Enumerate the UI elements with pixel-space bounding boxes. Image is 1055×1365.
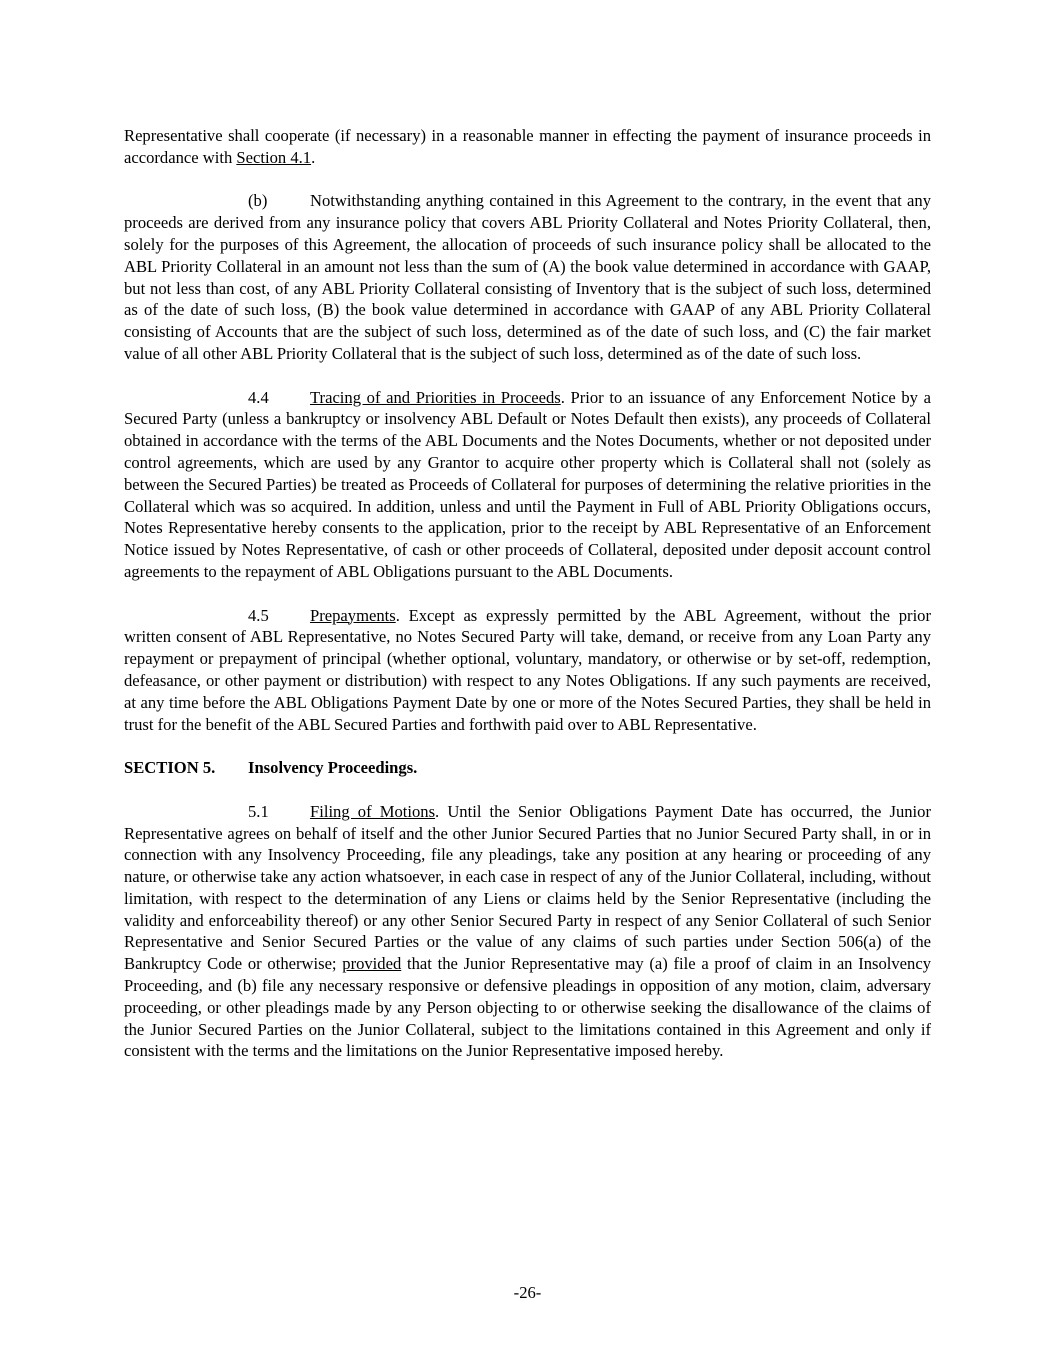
provided-term: provided <box>342 954 402 974</box>
paragraph-text: . Until the Senior Obligations Payment Date has occurred, the Junior Representative agrees on behalf of itself and the other Junior Secured Parties that no Junior Secured Party shall, in or in connection with any Insolvency Proceeding, file any pleadings, take any position at any hearing or proceeding of any nature, or otherwise take any action whatsoever, in each case in respect of any of the Junior Collateral, including, without limitation, with respect to the determination of any Liens or claims held by the Senior Representative (including the validity and enforceability thereof) or any other Senior Secured Party in respect of any Senior Collateral of such Senior Representative and Senior Secured Parties or the value of any claims of such parties under Section 506(a) of the Bankruptcy Code or otherwise; <box>124 801 931 974</box>
document-page <box>124 125 931 1062</box>
paragraph-number: (b) <box>248 191 268 211</box>
paragraph-text: Notwithstanding anything contained in this Agreement to the contrary, in the event that any proceeds are derived from any insurance policy that covers ABL Priority Collateral and Notes Priority Collateral, then, solely for the purposes of this Agreement, the allocation of proceeds of such insurance policy shall be allocated to the ABL Priority Collateral in an amount not less than the sum of (A) the book value determined in accordance with GAAP, but not less than cost, of any ABL Priority Collateral consisting of Inventory that is the subject of such loss, determined as of the date of such loss, (B) the book value determined in accordance with GAAP of any ABL Priority Collateral consisting of Accounts that are the subject of such loss, determined as of the date of such loss, and (C) the fair market value of all other ABL Priority Collateral that is the subject of such loss, determined as of the date of such loss. <box>124 191 931 363</box>
paragraph-4-5 <box>124 605 931 736</box>
paragraph-number: 4.5 <box>248 605 269 625</box>
paragraph-text: that the Junior Representative may (a) file a proof of claim in an Insolvency Proceeding, and (b) file any necessary responsive or defensive pleadings in opposition of any motion, claim, adversary proceeding, or other pleadings made by any Person objecting to or otherwise seeking the disallowance of the claims of the Junior Secured Parties on the Junior Collateral, subject to the limitations contained in this Agreement and only if consistent with the terms and the limitations on the Junior Representative imposed hereby. <box>124 954 932 1061</box>
paragraph-number: 5.1 <box>248 801 269 821</box>
paragraph-4-4 <box>124 387 931 583</box>
page-number: -26- <box>513 1283 542 1302</box>
paragraph-text: Representative shall cooperate (if necessary) in a reasonable manner in effecting the payment of insurance proceeds in accordance with <box>124 126 931 167</box>
paragraph-b <box>124 190 931 364</box>
section-title: Insolvency Proceedings. <box>248 758 418 778</box>
paragraph-continuation: Representative shall cooperate (if necessary) in a reasonable manner in effecting the payment of insurance proceeds in accordance with Section 4.1. <box>124 126 931 167</box>
paragraph-text: . Prior to an issuance of any Enforcement Notice by a Secured Party (unless a bankruptcy or insolvency ABL Default or Notes Default then exists), any proceeds of Collateral obtained in accordance with the terms of the ABL Documents and the Notes Documents, whether or not deposited under control agreements, which are used by any Grantor to acquire other property which is Collateral shall not (solely as between the Secured Parties) be treated as Proceeds of Collateral for purposes of determining the relative priorities in the Collateral which was so acquired. In addition, unless and until the Payment in Full of ABL Priority Obligations occurs, Notes Representative hereby consents to the application, prior to the receipt by ABL Representative of an Enforcement Notice issued by Notes Representative, of cash or other proceeds of Collateral, deposited under deposit account control agreements to the repayment of ABL Obligations pursuant to the ABL Documents. <box>124 387 931 581</box>
paragraph-5-1 <box>124 801 931 1063</box>
paragraph-title: Prepayments <box>310 605 396 625</box>
section-heading <box>124 757 931 779</box>
section-reference-link: Section 4.1 <box>236 147 312 167</box>
paragraph-number: 4.4 <box>248 387 269 407</box>
paragraph-title: Filing of Motions <box>310 801 436 821</box>
section-number: SECTION 5. <box>124 758 216 778</box>
paragraph-text: . Except as expressly permitted by the ABL Agreement, without the prior written consent of ABL Representative, no Notes Secured Party will take, demand, or receive from any Loan Party any repayment or prepayment of principal (whether optional, voluntary, mandatory, or otherwise or by set-off, redemption, defeasance, or other payment or distribution) with respect to any Notes Obligations. If any such payments are received, at any time before the ABL Obligations Payment Date by one or more of the Notes Secured Parties, they shall be held in trust for the benefit of the ABL Secured Parties and forthwith paid over to ABL Representative. <box>124 605 931 734</box>
paragraph-title: Tracing of and Priorities in Proceeds <box>310 387 561 407</box>
